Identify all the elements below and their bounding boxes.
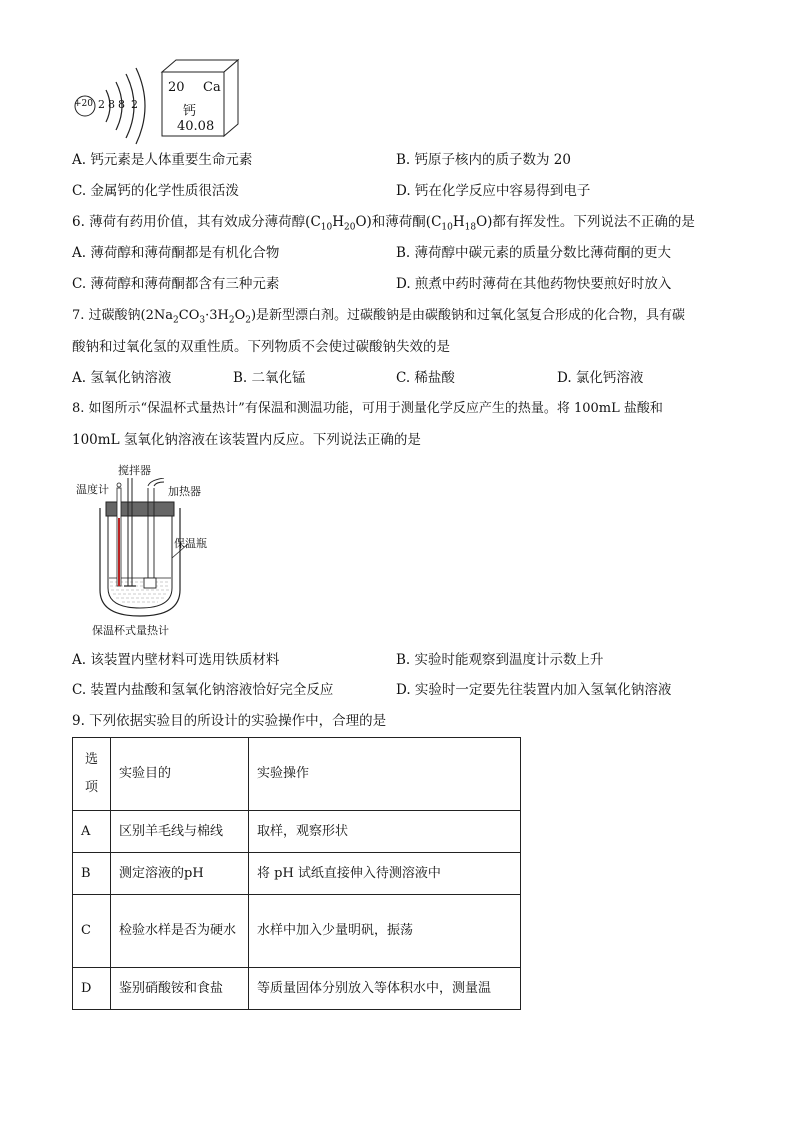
q7-stem-line1: 7. 过碳酸钠$(2Na_2CO_3\cdot 3H_2O_2)$是新型漂白剂。过碳酸钠是由碳酸钠和过氧化氢复合形成的化合物，具有碳 xyxy=(72,308,686,326)
q8-stem-line2: 100mL 氢氧化钠溶液在该装置内反应。下列说法正确的是 xyxy=(72,432,421,448)
diagram-caption: 保温杯式量热计 xyxy=(92,624,169,637)
q6-option-c: C. 薄荷醇和薄荷酮都含有三种元素 xyxy=(72,276,280,292)
shell-count-4: 2 xyxy=(131,98,138,111)
q8-option-a: A. 该装置内壁材料可选用铁质材料 xyxy=(72,652,280,668)
table-row: A 区别羊毛线与棉线 取样，观察形状 xyxy=(73,811,521,853)
label-flask: 保温瓶 xyxy=(174,537,207,550)
q5-option-a: A. 钙元素是人体重要生命元素 xyxy=(72,152,253,168)
q6-option-a: A. 薄荷醇和薄荷酮都是有机化合物 xyxy=(72,245,280,261)
q5-option-c: C. 金属钙的化学性质很活泼 xyxy=(72,183,239,199)
q7-option-a: A. 氢氧化钠溶液 xyxy=(72,370,172,386)
table-row: B 测定溶液的pH 将 pH 试纸直接伸入待测溶液中 xyxy=(73,853,521,895)
q8-option-b: B. 实验时能观察到温度计示数上升 xyxy=(396,652,604,668)
element-number: 20 xyxy=(168,80,185,95)
label-stirrer: 搅拌器 xyxy=(118,464,151,477)
q7-option-b: B. 二氧化锰 xyxy=(233,370,306,386)
lid xyxy=(106,502,174,516)
nucleus-charge: +20 xyxy=(74,99,93,109)
label-thermometer: 温度计 xyxy=(76,483,109,496)
q8-option-c: C. 装置内盐酸和氢氧化钠溶液恰好完全反应 xyxy=(72,682,334,698)
q8-stem-line1: 8. 如图所示“保温杯式量热计”有保温和测温功能，可用于测量化学反应产生的热量。将 100mL 盐酸和 xyxy=(72,401,663,416)
q7-stem-line2: 酸钠和过氧化氢的双重性质。下列物质不会使过碳酸钠失效的是 xyxy=(72,339,450,355)
q7-option-d: D. 氯化钙溶液 xyxy=(557,370,644,386)
q9-table xyxy=(72,737,521,1010)
q5-option-b: B. 钙原子核内的质子数为 20 xyxy=(396,152,571,168)
table-header-row xyxy=(73,738,521,811)
calorimeter-diagram xyxy=(90,478,210,628)
thermometer-mercury xyxy=(118,518,120,586)
table-row: C 检验水样是否为硬水 水样中加入少量明矾，振荡 xyxy=(73,895,521,968)
header-operation: 实验操作 xyxy=(249,738,521,811)
header-option: 选项 xyxy=(85,752,99,795)
q9-stem: 9. 下列依据实验目的所设计的实验操作中，合理的是 xyxy=(72,713,387,729)
q6-stem: 6. 薄荷有药用价值，其有效成分薄荷醇$(C_{10}H_{20}O)$和薄荷酮$(C_{10}H_{18}O)$都有挥发性。下列说法不正确的是 xyxy=(72,214,695,233)
element-symbol: Ca xyxy=(203,80,221,95)
element-mass: 40.08 xyxy=(177,119,215,134)
heater-element xyxy=(144,578,156,588)
q6-option-d: D. 煎煮中药时薄荷在其他药物快要煎好时放入 xyxy=(396,276,672,292)
shell-count-2: 8 xyxy=(108,98,115,111)
label-heater: 加热器 xyxy=(168,485,201,498)
shell-count-1: 2 xyxy=(98,98,105,111)
table-row: D 鉴别硝酸铵和食盐 等质量固体分别放入等体积水中，测量温 xyxy=(73,968,521,1010)
element-name: 钙 xyxy=(183,104,197,119)
shell-count-3: 8 xyxy=(118,98,125,111)
q8-option-d: D. 实验时一定要先往装置内加入氢氧化钠溶液 xyxy=(396,682,672,698)
q6-option-b: B. 薄荷醇中碳元素的质量分数比薄荷酮的更大 xyxy=(396,245,672,261)
q7-option-c: C. 稀盐酸 xyxy=(396,370,455,386)
q5-option-d: D. 钙在化学反应中容易得到电子 xyxy=(396,183,591,199)
header-purpose: 实验目的 xyxy=(111,738,249,811)
